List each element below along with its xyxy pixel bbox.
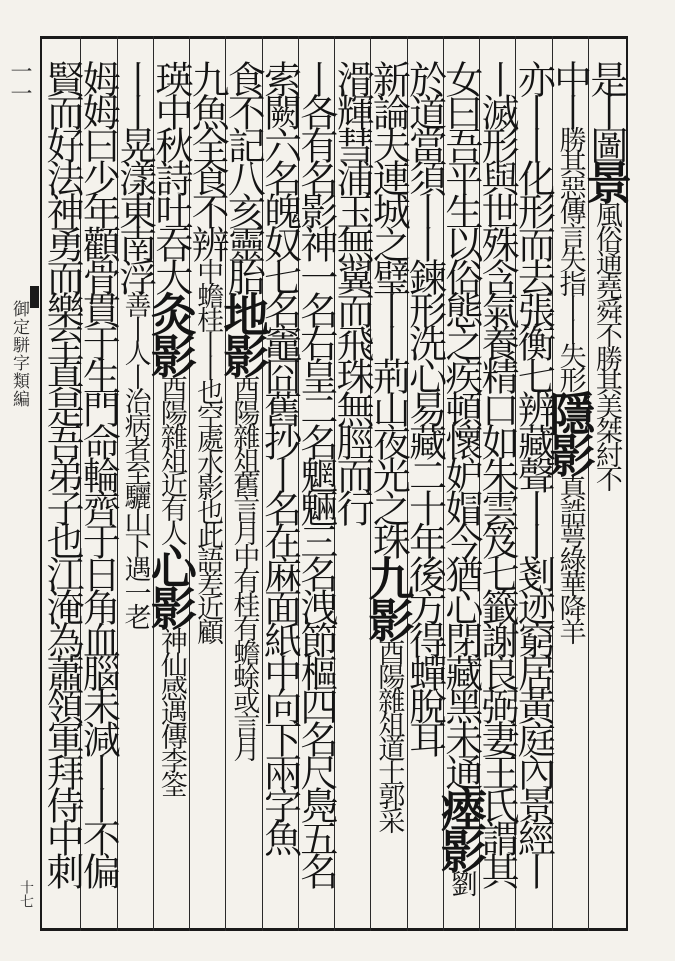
body-text: 丨丨晃漾東南浮	[112, 60, 157, 291]
citation-text: 神仙感遇傳李筌	[155, 627, 187, 795]
body-text: 中丨	[547, 60, 592, 126]
body-text: 新論夫連城之璧丨丨荊山夜光之珠	[366, 60, 411, 555]
citation-text: 劉	[445, 870, 477, 894]
body-text: 丨各有名影神一名右皇二名魍魎三名洩節樞四名尺鳧五名	[293, 60, 338, 885]
body-text: 亦丨丨化形而去張衡七辨藏聲丨丨剗迹窮居黃庭內景經丨	[511, 60, 556, 885]
entry-headword: 隱影	[542, 390, 597, 474]
text-column-16	[38, 60, 86, 920]
body-text: 滑輝彗浦玉無翼而飛珠無脛而行	[330, 60, 375, 522]
body-text: 瑛中秋詩吐吞大	[148, 60, 193, 291]
entry-headword: 灸影	[143, 291, 198, 375]
leaf-number: 十七	[18, 880, 34, 908]
citation-text: 善丨人丨治病者	[119, 291, 151, 459]
citation-text: 酉陽雜俎道士郭采	[373, 639, 405, 831]
entry-headword: 九影	[361, 555, 416, 639]
body-text: 食不記八亥靈胎	[221, 60, 266, 291]
entry-headword: 心影	[143, 543, 198, 627]
citation-text: 勝其惡傳言失指丨丨失形	[554, 126, 586, 390]
citation-text: 酉陽雜俎近有人	[155, 375, 187, 543]
book-title: 御定駢字類編	[9, 300, 29, 408]
edge-marks: 一一	[7, 60, 32, 104]
body-text: 丨滅形與世殊含氣養精口如朱雲笈七籤謝良弼妻王氏謂其	[475, 60, 520, 885]
body-text: 索闕六名魄奴七名竈囧舊抄丨名在麻面紙中向下兩字魚	[257, 60, 302, 852]
citation-text: 酉陽雜俎舊言月中有桂有蟾蜍或言月	[228, 375, 260, 759]
body-text: 女曰吾平生以俗態之疾頓懷妒媢今猶心閉藏黑未通	[438, 60, 483, 786]
citation-text: 中蟾桂丨丨也空處水影也此語差近顧	[192, 258, 224, 642]
citation-text: 至驪山下遇一老	[119, 459, 151, 627]
citation-text: 風俗通堯舜不勝其美桀紂不	[590, 201, 622, 489]
body-text: 是丨圖	[583, 60, 628, 159]
citation-text: 真誥萼綠華降羊	[554, 474, 586, 642]
body-text: 九魚全食不辨	[185, 60, 230, 258]
entry-headword: 瘞影	[433, 786, 488, 870]
entry-headword: 景	[578, 159, 633, 201]
entry-headword: 地影	[216, 291, 271, 375]
body-text: 賢而好法神勇而樂至真是吾弟子也江淹為蕭領軍拜侍中刺	[40, 60, 85, 885]
body-text: 於道當須丨丨鍊形洗心易藏二十年後方得蟬脫耳	[402, 60, 447, 753]
body-text: 姆姆曰少年顴骨貫于生門命輪齊于日角血腦未減丨丨不偏	[76, 60, 121, 885]
